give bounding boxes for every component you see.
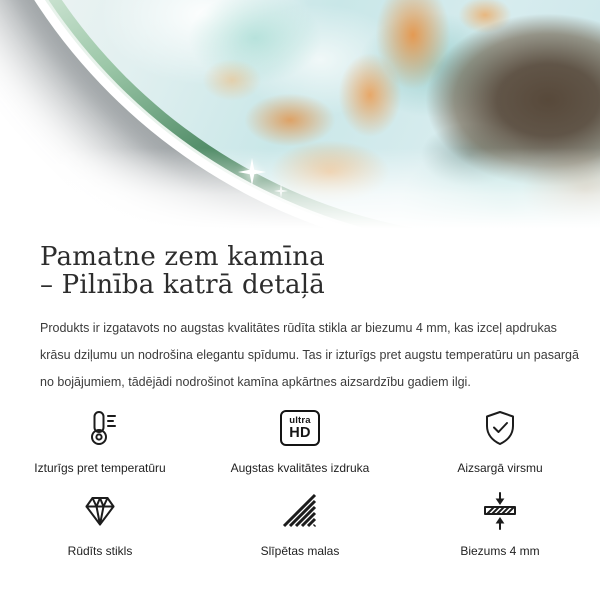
feature-beveled-edges	[200, 491, 400, 558]
page-title-line2: – Pilnība katrā detaļā	[40, 270, 325, 300]
feature-label: Slīpētas malas	[260, 544, 340, 558]
feature-temperature	[0, 408, 200, 475]
ultra-hd-icon	[278, 408, 322, 448]
diamond-icon	[78, 491, 122, 531]
feature-tempered-glass	[0, 491, 200, 558]
thickness-arrows-icon	[478, 491, 522, 531]
page-title-line1: Pamatne zem kamīna	[40, 242, 325, 272]
hero-product-image	[0, 0, 600, 232]
feature-label: Augstas kvalitātes izdruka	[230, 461, 370, 475]
sparkle-glint-small-icon	[274, 184, 288, 198]
hero-white-fade	[0, 148, 600, 232]
feature-label: Izturīgs pret temperatūru	[34, 461, 166, 475]
sparkle-glint-icon	[238, 158, 266, 186]
beveled-edges-icon	[278, 491, 322, 531]
feature-grid	[0, 408, 600, 558]
thermometer-icon	[78, 408, 122, 448]
feature-label: Aizsargā virsmu	[457, 461, 543, 475]
feature-label: Rūdīts stikls	[67, 544, 133, 558]
feature-protects-surface	[400, 408, 600, 475]
feature-thickness	[400, 491, 600, 558]
feature-label: Biezums 4 mm	[460, 544, 540, 558]
product-description: Produkts ir izgatavots no augstas kvalitātes rūdīta stikla ar biezumu 4 mm, kas izceļ apdrukas krāsu dziļumu un nodrošina elegantu spīdumu. Tas ir izturīgs pret augstu temperatūru un pasargā no bojājumiem, tādējādi nodrošinot kamīna apkārtnes aizsardzību gadiem ilgi.	[40, 321, 579, 389]
feature-print-quality	[200, 408, 400, 475]
ultra-hd-text-bottom: HD	[289, 425, 311, 441]
page-title	[40, 243, 560, 299]
shield-check-icon	[478, 408, 522, 448]
ultra-hd-text-top: ultra	[289, 414, 311, 426]
